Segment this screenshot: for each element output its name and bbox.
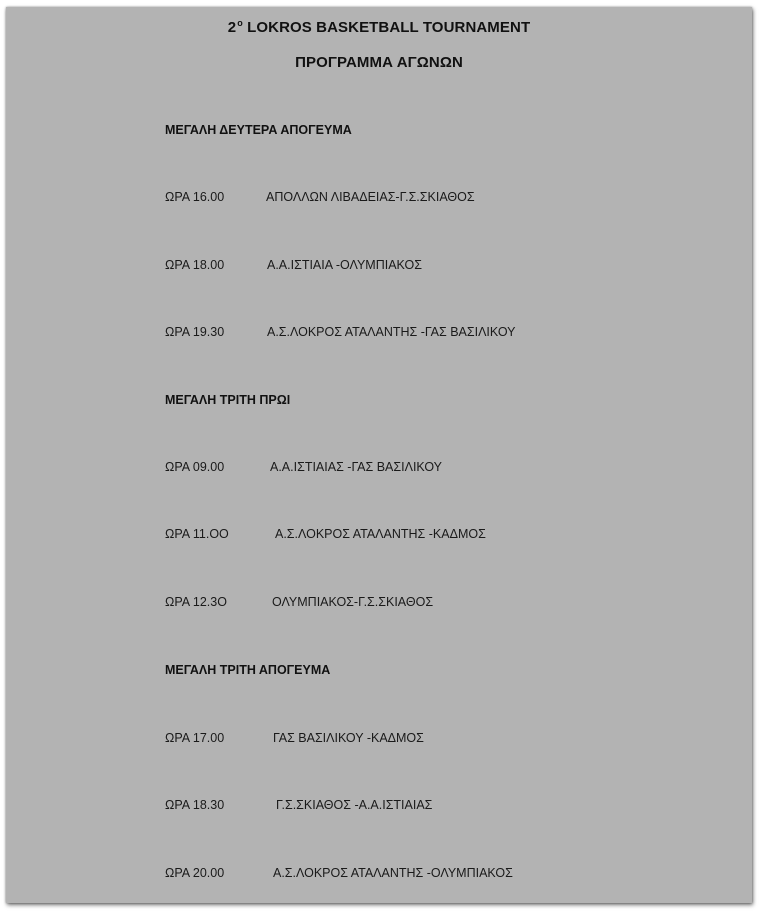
game-match: Α.Σ.ΛΟΚΡΟΣ ΑΤΑΛΑΝΤΗΣ -ΟΛΥΜΠΙΑΚΟΣ bbox=[273, 866, 513, 880]
game-time: ΩΡΑ 18.30 bbox=[165, 798, 225, 812]
game-match: ΑΠΟΛΛΩΝ ΛΙΒΑΔΕΙΑΣ-Γ.Σ.ΣΚΙΑΘΟΣ bbox=[266, 190, 475, 204]
game-time: ΩΡΑ 16.00 bbox=[165, 190, 225, 204]
game-match: Α.Σ.ΛΟΚΡΟΣ ΑΤΑΛΑΝΤΗΣ -ΓΑΣ ΒΑΣΙΛΙΚΟΥ bbox=[267, 325, 516, 339]
game-time: ΩΡΑ 18.00 bbox=[165, 258, 225, 272]
section-heading: ΜΕΓΑΛΗ ΤΡΙΤΗ ΑΠΟΓΕΥΜΑ bbox=[165, 663, 331, 677]
game-row bbox=[165, 325, 516, 339]
game-match: Γ.Σ.ΣΚΙΑΘΟΣ -Α.Α.ΙΣΤΙΑΙΑΣ bbox=[276, 798, 433, 812]
game-time: ΩΡΑ 11.ΟΟ bbox=[165, 527, 229, 541]
game-time: ΩΡΑ 19.30 bbox=[165, 325, 225, 339]
game-row bbox=[165, 190, 475, 204]
game-match: Α.Α.ΙΣΤΙΑΙΑΣ -ΓΑΣ ΒΑΣΙΛΙΚΟΥ bbox=[270, 460, 443, 474]
game-row bbox=[165, 460, 443, 474]
title-text: LOKROS BASKETBALL TOURNAMENT bbox=[242, 19, 531, 36]
game-row bbox=[165, 866, 513, 880]
tournament-title bbox=[6, 18, 752, 36]
game-row bbox=[165, 258, 422, 272]
game-row bbox=[165, 595, 434, 609]
schedule-document bbox=[6, 7, 752, 903]
game-time: ΩΡΑ 09.00 bbox=[165, 460, 225, 474]
title-number: 2 bbox=[227, 19, 237, 36]
game-match: ΟΛΥΜΠΙΑΚΟΣ-Γ.Σ.ΣΚΙΑΘΟΣ bbox=[272, 595, 434, 609]
section-heading: ΜΕΓΑΛΗ ΤΡΙΤΗ ΠΡΩΙ bbox=[165, 393, 291, 407]
game-time: ΩΡΑ 17.00 bbox=[165, 731, 225, 745]
game-time: ΩΡΑ 20.00 bbox=[165, 866, 225, 880]
game-row bbox=[165, 527, 486, 541]
schedule-subtitle: ΠΡΟΓΡΑΜΜΑ ΑΓΩΝΩΝ bbox=[295, 54, 463, 71]
game-match: ΓΑΣ ΒΑΣΙΛΙΚΟΥ -ΚΑΔΜΟΣ bbox=[273, 731, 424, 745]
game-row bbox=[165, 798, 433, 812]
game-match: Α.Α.ΙΣΤΙΑΙΑ -ΟΛΥΜΠΙΑΚΟΣ bbox=[267, 258, 422, 272]
game-time: ΩΡΑ 12.3Ο bbox=[165, 595, 227, 609]
game-row bbox=[165, 731, 424, 745]
game-match: Α.Σ.ΛΟΚΡΟΣ ΑΤΑΛΑΝΤΗΣ -ΚΑΔΜΟΣ bbox=[275, 527, 486, 541]
section-heading: ΜΕΓΑΛΗ ΔΕΥΤΕΡΑ ΑΠΟΓΕΥΜΑ bbox=[165, 123, 352, 137]
title-ordinal-mark: o bbox=[237, 18, 243, 28]
